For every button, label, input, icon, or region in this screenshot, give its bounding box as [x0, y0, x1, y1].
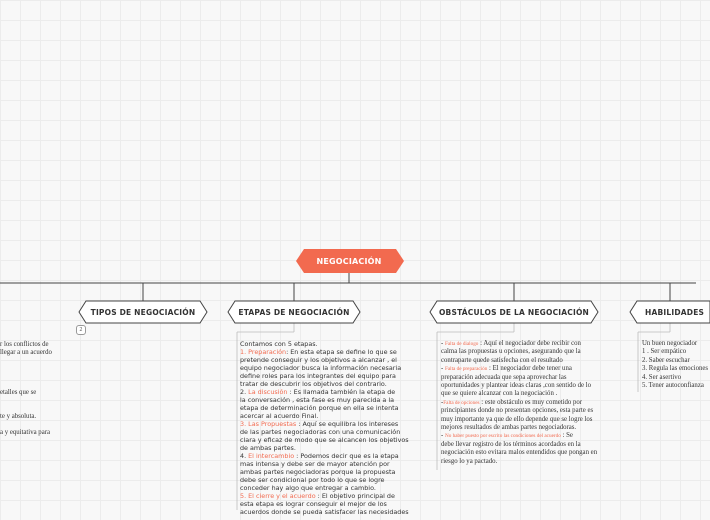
text-run: preparación adecuada que sepa aprovechar las [441, 373, 567, 381]
text-run: la conversación , esta fase es muy parecida a la [240, 396, 395, 404]
etapas-text-line [240, 468, 409, 476]
obstaculos-text-line [441, 407, 597, 415]
habilidades-description [642, 340, 708, 390]
text-run: etapa de determinación porque en ella se intenta [240, 404, 399, 412]
obstaculos-text-line [441, 348, 597, 356]
text-run: Contamos con 5 etapas. [240, 340, 318, 348]
text-run: que se quiere alcanzar con la negociación . [441, 390, 558, 398]
etapas-text-line [240, 476, 409, 484]
collapsed-count-badge[interactable]: 2 [76, 325, 86, 335]
left-fragment-4: te y absoluta. [0, 413, 37, 420]
etapas-text-line [240, 348, 409, 356]
text-run: define roles para los integrantes del equipo para [240, 372, 396, 380]
text-run: : Aquí el negociador debe recibir con [478, 340, 581, 347]
highlighted-term: 1. Preparación [240, 348, 287, 356]
highlighted-term: La discusión [248, 388, 288, 396]
etapas-text-line [240, 404, 409, 412]
etapas-text-line [240, 412, 409, 420]
etapas-text-line [240, 340, 409, 348]
highlighted-term: Falta de dialogo [444, 341, 479, 347]
text-run: riesgo lo ya pactado. [441, 457, 498, 465]
etapas-text-line [240, 500, 409, 508]
text-run: 2. [240, 388, 249, 396]
text-run: : Se [560, 432, 573, 440]
topic-habilidades-label[interactable]: HABILIDADES [645, 307, 705, 317]
text-run: de ambas partes. [240, 444, 296, 452]
etapas-text-line [240, 420, 409, 428]
topic-tipos-label[interactable]: TIPOS DE NEGOCIACIÓN [90, 307, 196, 317]
etapas-text-line [240, 428, 409, 436]
text-run: - [441, 365, 445, 373]
connector-lines [0, 273, 696, 301]
text-run: ambas partes negociadoras porque la propuesta [240, 468, 396, 476]
etapas-text-line [240, 388, 409, 396]
highlighted-term: Falta de preparación [444, 366, 488, 373]
etapas-text-line [240, 452, 409, 460]
text-run: 4. [240, 452, 249, 460]
text-run: debe llevar registro de los términos acordados en la [441, 440, 581, 448]
obstaculos-text-line [441, 424, 597, 432]
habilidades-text-line: 3. Regula las emociones [642, 365, 709, 373]
left-fragment-1: r los conflictos de [0, 341, 49, 348]
text-run: esta etapa es lograr conseguir el mejor de los [240, 500, 387, 508]
text-run: negociación esto evitara malos entendidos que pongan en [441, 449, 598, 457]
text-run: acercar al acuerdo Final. [240, 412, 319, 420]
left-branch-fragments [0, 341, 52, 358]
etapas-text-line [240, 484, 409, 492]
etapas-description [240, 340, 409, 516]
text-run: calma las propuestas u opciones, asegurando que la [441, 348, 581, 356]
obstaculos-text-line [441, 432, 597, 440]
etapas-text-line [240, 436, 409, 444]
text-run: acuerdos donde se pueda satisfacer las necesidades [240, 508, 409, 516]
highlighted-term: 3. Las Propuestas [240, 420, 297, 428]
text-run: : El negociador debe tener una [487, 365, 572, 373]
highlighted-term: El intercambio [248, 452, 295, 460]
text-run: - [441, 398, 444, 406]
habilidades-text-line: 2. Saber escuchar [642, 356, 690, 364]
left-fragment-5: a y equitativa para [0, 429, 51, 436]
text-run: : El objetivo principal de [315, 492, 395, 500]
highlighted-term: 5. El cierre y el acuerdo [240, 492, 316, 500]
etapas-text-line [240, 492, 409, 500]
obstaculos-text-line [441, 458, 597, 466]
text-run: : En esta etapa se define lo que se [286, 348, 397, 356]
habilidades-text-line: Un buen negociador [642, 340, 698, 347]
text-run: conceder hay algo que entregar a cambio. [240, 484, 376, 492]
text-run: debe ser condicional por todo lo que se logre [240, 476, 385, 484]
obstaculos-text-line [441, 416, 597, 424]
root-node-label[interactable]: NEGOCIACIÓN [316, 256, 382, 266]
obstaculos-text-line [441, 382, 597, 390]
left-fragment-2: llegar a un acuerdo [0, 349, 52, 357]
left-fragment-3: etalles que se [0, 389, 37, 396]
text-run: oportunidades y plantear ideas claras ,con sentido de lo [441, 382, 592, 390]
text-run: principiantes donde no presentan opciones, esta parte es [441, 407, 594, 415]
text-run: mas intensa y debe ser de mayor atención por [240, 460, 390, 468]
obstaculos-text-line [441, 365, 597, 373]
habilidades-text-line: 4. Ser asertivo [642, 373, 682, 381]
text-run: : Aquí se equilibra los intereses [296, 420, 399, 428]
etapas-text-line [240, 396, 409, 404]
obstaculos-text-line [441, 390, 597, 398]
text-run: equipo negociador busca la información necesaria [240, 364, 402, 372]
obstaculos-text-line [441, 441, 597, 449]
obstaculos-description [441, 340, 597, 466]
highlighted-term: Falta de opciones [443, 399, 480, 406]
topic-etapas-label[interactable]: ETAPAS DE NEGOCIACIÓN [238, 307, 350, 317]
etapas-text-line [240, 444, 409, 452]
text-run: tratar de descubrir los objetivos del contrario. [240, 380, 387, 388]
text-run: : Podemos decir que es la etapa [294, 452, 399, 460]
text-run: clara y eficaz de modo que se alcancen los objetivos [240, 436, 409, 444]
text-run: : Es llamada también la etapa de [287, 388, 396, 396]
obstaculos-text-line [441, 357, 597, 365]
etapas-text-line [240, 380, 409, 388]
obstaculos-text-line [441, 374, 597, 382]
etapas-text-line [240, 460, 409, 468]
etapas-text-line [240, 508, 409, 516]
text-run: : este obstáculo es muy cometido por [479, 398, 583, 406]
text-run: muy importante ya que de ello depende que se logre los [441, 415, 593, 423]
text-run: - [441, 340, 445, 347]
habilidades-text-line: 5. Tener autoconfianza [642, 382, 704, 390]
text-run: - [441, 432, 445, 440]
etapas-text-line [240, 356, 409, 364]
text-run: de las partes negociadoras con una comunicación [240, 428, 401, 436]
habilidades-text-line: 1 . Ser empático [642, 348, 687, 356]
etapas-text-line [240, 372, 409, 380]
obstaculos-text-line [441, 399, 597, 407]
etapas-text-line [240, 364, 409, 372]
topic-obstaculos-label[interactable]: OBSTÁCULOS DE LA NEGOCIACIÓN [438, 307, 590, 317]
text-run: mejores resultados de ambas partes negociadoras. [441, 424, 577, 432]
obstaculos-text-line [441, 340, 597, 348]
obstaculos-text-line [441, 449, 597, 457]
text-run: contraparte quede satisfecha con el resultado [441, 356, 563, 364]
text-run: pretende conseguir y los objetivos a alcanzar , el [240, 356, 397, 364]
highlighted-term: No haber puesto por escrito las condiciones del acuerdo [444, 433, 561, 440]
